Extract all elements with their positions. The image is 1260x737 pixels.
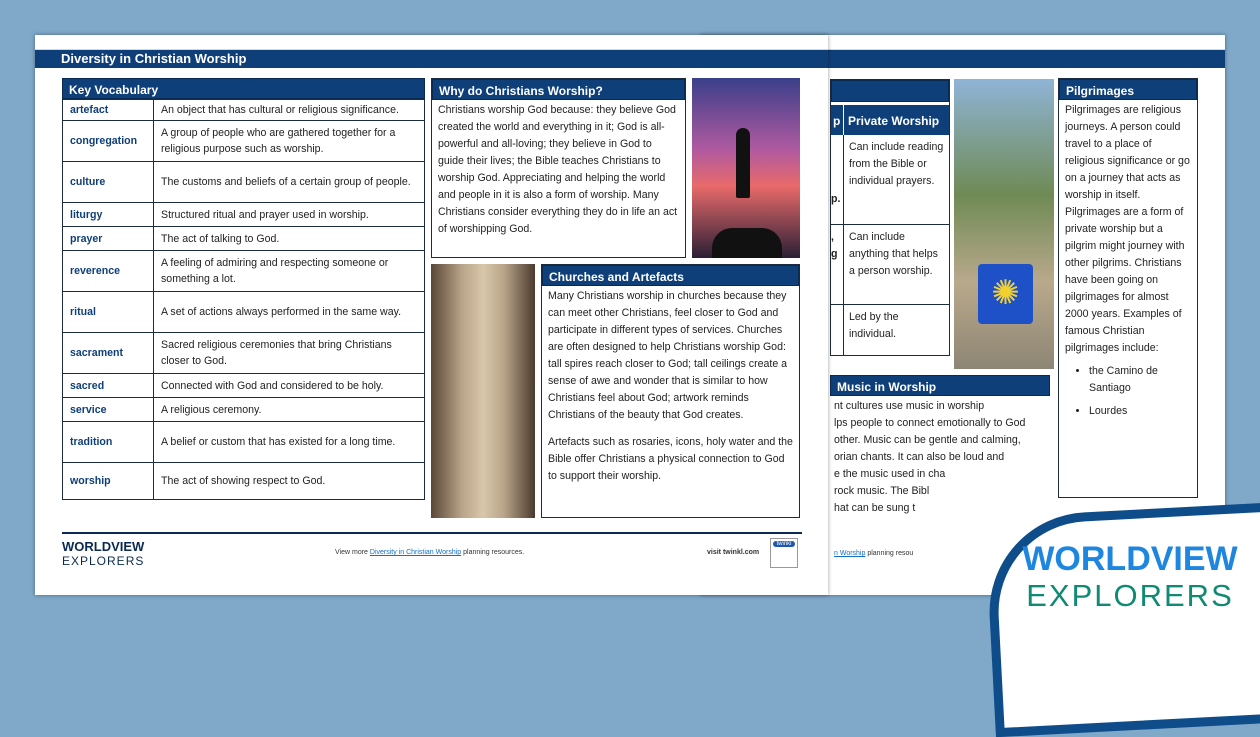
footer-divider bbox=[62, 532, 802, 534]
private-worship-table bbox=[830, 79, 950, 356]
music-line: lps people to connect emotionally to God bbox=[834, 417, 1026, 429]
music-box bbox=[830, 375, 1050, 517]
footer-logo: WORLDVIEW EXPLORERS bbox=[62, 539, 145, 568]
vocab-definition: Structured ritual and prayer used in worship. bbox=[154, 203, 425, 227]
vocab-row bbox=[63, 333, 425, 374]
private-row: Led by the individual. bbox=[849, 311, 899, 340]
camino-photo bbox=[954, 79, 1054, 369]
music-line: e the music used in cha bbox=[834, 468, 946, 480]
vocab-term: congregation bbox=[63, 121, 154, 162]
artefacts-text: Artefacts such as rosaries, icons, holy water and the Bible offer Christians a physical connection to God to support their worship. bbox=[548, 436, 793, 482]
music-line: hat can be sung t bbox=[834, 502, 916, 514]
private-row: Can include anything that helps a person worship. bbox=[849, 231, 938, 277]
footer-link[interactable]: Diversity in Christian Worship bbox=[369, 549, 462, 556]
vocab-definition: A set of actions always performed in the same way. bbox=[154, 292, 425, 333]
vocab-row bbox=[63, 121, 425, 162]
vocab-definition: A religious ceremony. bbox=[154, 398, 425, 422]
page-title: Diversity in Christian Worship bbox=[35, 49, 828, 68]
vocab-definition: A feeling of admiring and respecting someone or something a lot. bbox=[154, 251, 425, 292]
worldview-explorers-logo-panel bbox=[984, 499, 1260, 737]
churches-box bbox=[541, 264, 800, 518]
front-page bbox=[35, 35, 828, 595]
why-worship-box bbox=[431, 78, 686, 258]
scallop-shell-icon: ✺ bbox=[978, 264, 1033, 324]
logo-worldview: WORLDVIEW bbox=[1022, 540, 1238, 578]
footer-text: View more Diversity in Christian Worship planning resources. bbox=[335, 549, 525, 556]
vocab-table bbox=[62, 99, 425, 500]
vocab-term: prayer bbox=[63, 227, 154, 251]
vocab-definition: The act of talking to God. bbox=[154, 227, 425, 251]
vocab-row bbox=[63, 100, 425, 121]
private-row-1 bbox=[831, 135, 949, 225]
back-footer-text: n Worship planning resou bbox=[834, 550, 914, 557]
private-worship-top-bar bbox=[831, 80, 949, 102]
pilgrimage-item: • the Camino de Santiago bbox=[1089, 363, 1197, 397]
why-worship-heading: Why do Christians Worship? bbox=[432, 79, 685, 100]
vocab-row bbox=[63, 162, 425, 203]
vocab-definition: Connected with God and considered to be holy. bbox=[154, 374, 425, 398]
vocab-row bbox=[63, 227, 425, 251]
vocab-term: service bbox=[63, 398, 154, 422]
partial-cell: p. bbox=[831, 135, 844, 224]
vocab-term: worship bbox=[63, 463, 154, 500]
vocab-definition: A belief or custom that has existed for a long time. bbox=[154, 422, 425, 463]
pilgrimages-heading: Pilgrimages bbox=[1059, 79, 1197, 100]
vocab-definition: The customs and beliefs of a certain group of people. bbox=[154, 162, 425, 203]
vocab-row bbox=[63, 203, 425, 227]
silhouette-photo bbox=[692, 78, 800, 258]
vocab-term: sacrament bbox=[63, 333, 154, 374]
vocab-row bbox=[63, 292, 425, 333]
partial-cell: , g bbox=[831, 225, 844, 304]
vocab-row bbox=[63, 251, 425, 292]
vocab-term: ritual bbox=[63, 292, 154, 333]
vocab-row bbox=[63, 463, 425, 500]
music-heading: Music in Worship bbox=[830, 375, 1050, 396]
vocab-term: artefact bbox=[63, 100, 154, 121]
key-vocabulary-heading: Key Vocabulary bbox=[62, 78, 425, 99]
music-line: other. Music can be gentle and calming, bbox=[834, 434, 1021, 446]
key-vocabulary-table bbox=[62, 78, 425, 500]
vocab-term: culture bbox=[63, 162, 154, 203]
music-line: orian chants. It can also be loud and bbox=[834, 451, 1005, 463]
vocab-row bbox=[63, 398, 425, 422]
vocab-term: tradition bbox=[63, 422, 154, 463]
vocab-row bbox=[63, 422, 425, 463]
why-worship-text: Christians worship God because: they believe God created the world and everything in it; God is all-powerful and all-loving; they believe in God to guide their lives; the Bible teaches Christians to worship God. Appreciating and helping the world and people in it is also a form of worship. Many Christians consider everything they do in life an act of worshipping God. bbox=[438, 104, 678, 235]
music-line: rock music. The Bibl bbox=[834, 485, 930, 497]
pilgrimages-text: Pilgrimages are religious journeys. A person could travel to a place of religious significance or go on a journey that acts as worship in itself. Pilgrimages are a form of private worship but a pilgrim might journey with other pilgrims. Christians have been going on pilgrimages for almost 2000 years. Examples of famous Christian pilgrimages include: bbox=[1065, 104, 1190, 354]
churches-heading: Churches and Artefacts bbox=[542, 265, 799, 286]
vocab-definition: An object that has cultural or religious significance. bbox=[154, 100, 425, 121]
rock bbox=[712, 228, 782, 258]
vocab-definition: A group of people who are gathered together for a religious purpose such as worship. bbox=[154, 121, 425, 162]
person-silhouette bbox=[736, 128, 750, 198]
twinkl-badge: twinkl bbox=[770, 538, 798, 568]
vocab-definition: The act of showing respect to God. bbox=[154, 463, 425, 500]
pilgrimages-box bbox=[1058, 78, 1198, 498]
vocab-row bbox=[63, 374, 425, 398]
cathedral-photo bbox=[431, 264, 535, 518]
back-footer-link[interactable]: n Worship bbox=[834, 550, 866, 557]
private-row-3 bbox=[831, 305, 949, 355]
worldview-explorers-logo bbox=[1010, 540, 1250, 614]
private-row: Can include reading from the Bible or individual prayers. bbox=[849, 141, 944, 187]
private-worship-header: Private Worship bbox=[848, 114, 940, 128]
private-row-2 bbox=[831, 225, 949, 305]
music-line: nt cultures use music in worship bbox=[834, 400, 985, 412]
vocab-definition: Sacred religious ceremonies that bring Christians closer to God. bbox=[154, 333, 425, 374]
vocab-term: sacred bbox=[63, 374, 154, 398]
visit-twinkl-link[interactable]: visit twinkl.com bbox=[707, 549, 760, 556]
vocab-term: reverence bbox=[63, 251, 154, 292]
pilgrimage-item: • Lourdes bbox=[1089, 403, 1197, 420]
vocab-term: liturgy bbox=[63, 203, 154, 227]
churches-text: Many Christians worship in churches because they can meet other Christians, feel closer to God and participate in different types of services. Churches are often designed to help Christians worship God: tall spires reach closer to God; tall ceilings create a sense of awe and wonder that is similar to how Christians feel about God; artwork reminds Christians of the beauty that God creates. bbox=[548, 290, 788, 421]
partial-header: p bbox=[831, 105, 844, 135]
logo-explorers: EXPLORERS bbox=[1026, 578, 1234, 613]
